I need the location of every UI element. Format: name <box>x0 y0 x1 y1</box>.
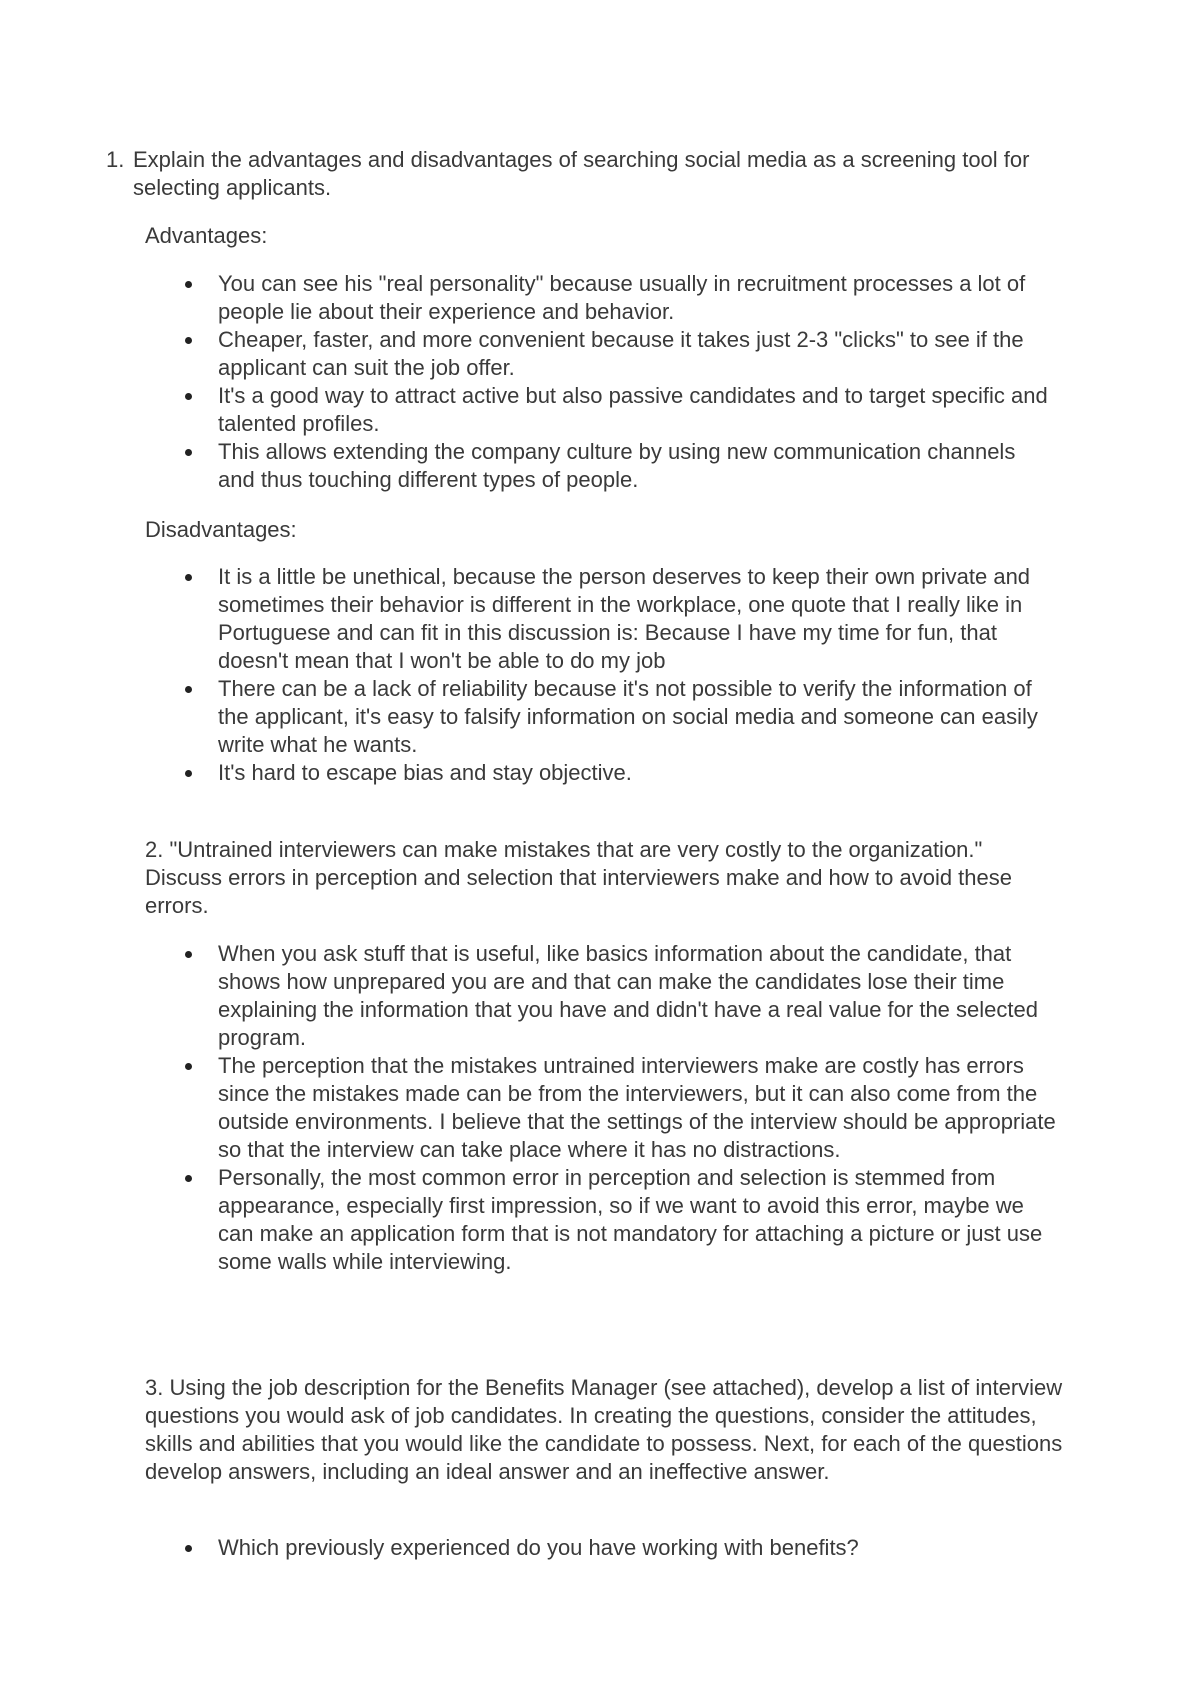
list-item-text: There can be a lack of reliability because it's not possible to verify the information of the applicant, it's easy to falsify information on social media and someone can easily write what he wants. <box>218 676 1038 757</box>
list-item <box>0 563 1058 675</box>
list-item-text: You can see his "real personality" because usually in recruitment processes a lot of people lie about their experience and behavior. <box>218 271 1026 324</box>
bullet-icon <box>185 770 192 777</box>
list-item <box>0 1052 1058 1164</box>
list-item-text: When you ask stuff that is useful, like basics information about the candidate, that shows how unprepared you are and that can make the candidates lose their time explaining the information that you have and didn't have a real value for the selected program. <box>218 941 1038 1050</box>
list-item-text: Cheaper, faster, and more convenient because it takes just 2-3 "clicks" to see if the applicant can suit the job offer. <box>218 327 1024 380</box>
bullet-icon <box>185 574 192 581</box>
list-item <box>0 438 1058 494</box>
advantages-list <box>0 270 1100 494</box>
bullet-icon <box>185 393 192 400</box>
list-item <box>0 1164 1058 1276</box>
bullet-icon <box>185 1545 192 1552</box>
list-item <box>0 675 1058 759</box>
list-item <box>0 1534 1058 1562</box>
bullet-icon <box>185 281 192 288</box>
disadvantages-list <box>0 563 1100 787</box>
bullet-icon <box>185 449 192 456</box>
question-1-text: Explain the advantages and disadvantages of searching social media as a screening tool for selecting applicants. <box>133 147 1030 200</box>
bullet-icon <box>185 1063 192 1070</box>
list-item-text: Personally, the most common error in perception and selection is stemmed from appearance, especially first impression, so if we want to avoid this error, maybe we can make an application form that is not mandatory for attaching a picture or just use some walls while interviewing. <box>218 1165 1043 1274</box>
question-2-answers <box>0 940 1100 1276</box>
advantages-heading: Advantages: <box>145 223 268 248</box>
list-item <box>0 759 1058 787</box>
question-3-text: 3. Using the job description for the Benefits Manager (see attached), develop a list of interview questions you would ask of job candidates. In creating the questions, consider the attitudes, skills and abilities that you would like the candidate to possess. Next, for each of the questions develop answers, including an ideal answer and an ineffective answer. <box>145 1375 1063 1484</box>
list-item-text: Which previously experienced do you have working with benefits? <box>218 1535 859 1560</box>
bullet-icon <box>185 1175 192 1182</box>
bullet-icon <box>185 686 192 693</box>
list-item <box>0 326 1058 382</box>
list-item <box>0 270 1058 326</box>
list-item-text: It is a little be unethical, because the person deserves to keep their own private and sometimes their behavior is different in the workplace, one quote that I really like in Portuguese and can fit in this discussion is: Because I have my time for fun, that doesn't mean that I won't be able to do my job <box>218 564 1031 673</box>
list-item-text: It's a good way to attract active but also passive candidates and to target specific and talented profiles. <box>218 383 1048 436</box>
bullet-icon <box>185 337 192 344</box>
question-1-number: 1. <box>106 147 125 172</box>
list-item-text: The perception that the mistakes untrained interviewers make are costly has errors since the mistakes made can be from the interviewers, but it can also come from the outside environments. I believe that the settings of the interview should be appropriate so that the interview can take place where it has no distractions. <box>218 1053 1056 1162</box>
list-item <box>0 382 1058 438</box>
question-1 <box>106 146 1066 202</box>
list-item <box>0 940 1058 1052</box>
question-2-text: 2. "Untrained interviewers can make mistakes that are very costly to the organization." Discuss errors in perception and selection that interviewers make and how to avoid these errors. <box>145 837 1013 918</box>
question-3-answers <box>0 1534 1100 1562</box>
bullet-icon <box>185 951 192 958</box>
disadvantages-heading: Disadvantages: <box>145 517 297 542</box>
list-item-text: It's hard to escape bias and stay objective. <box>218 760 632 785</box>
list-item-text: This allows extending the company culture by using new communication channels and thus touching different types of people. <box>218 439 1016 492</box>
